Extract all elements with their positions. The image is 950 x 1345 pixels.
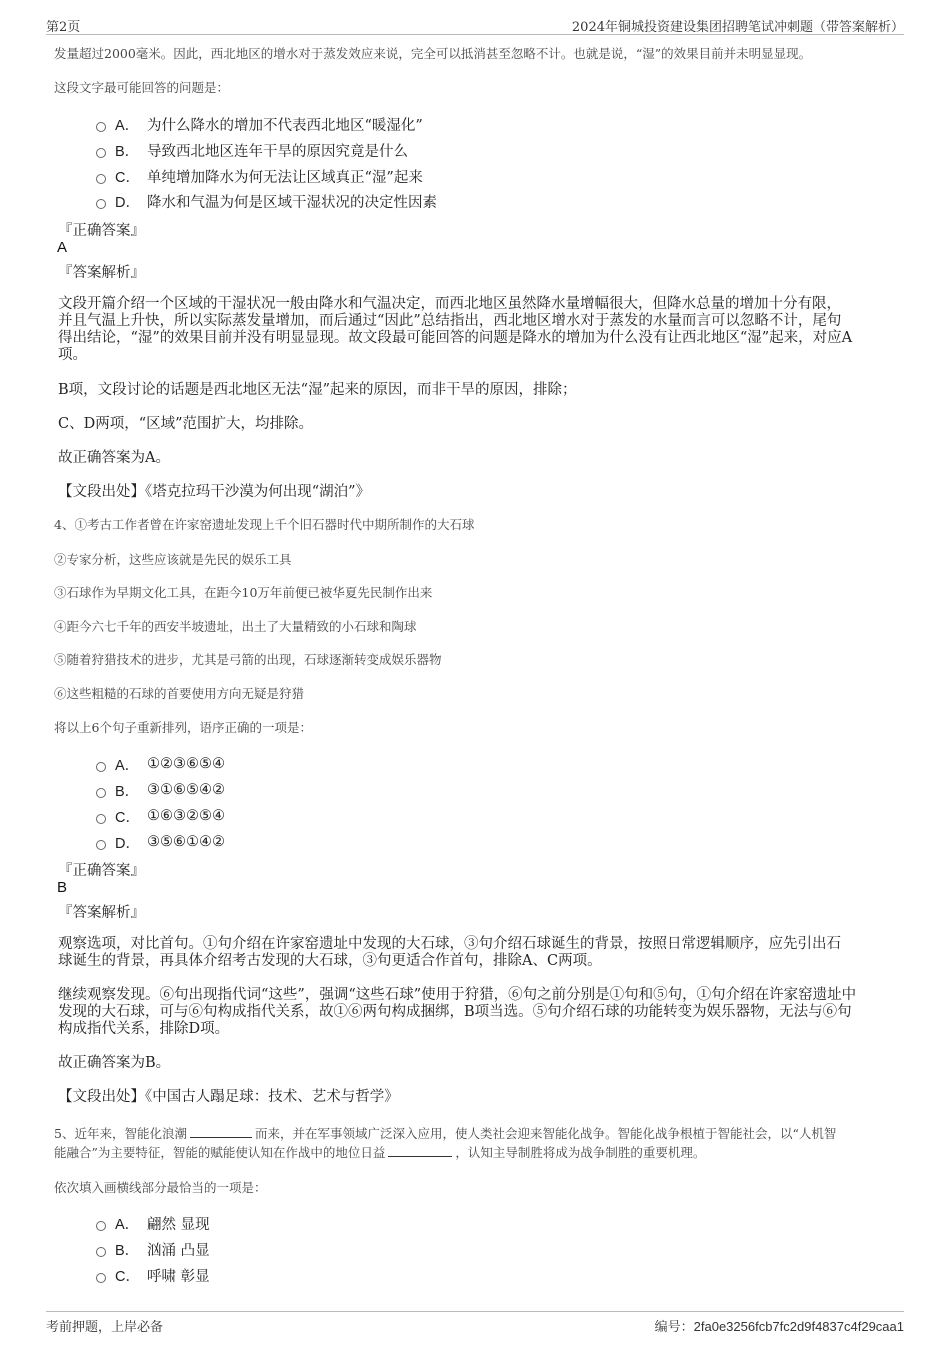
q4-conclusion: 故正确答案为B。: [58, 1055, 171, 1071]
q4-analysis2-line-1: 继续观察发现。⑥句出现指代词“这些”，强调“这些石球”使用于狩猎，⑥句之前分别是①句和⑤句，①句介绍在许家窑遗址中: [58, 987, 857, 1003]
radio-icon[interactable]: [96, 174, 106, 184]
q4-option-a[interactable]: A． ①②③⑥⑤④: [96, 753, 225, 775]
q4-stem: 4、①考古工作者曾在许家窑遗址发现上千个旧石器时代中期所制作的大石球: [54, 517, 475, 532]
q5-option-a[interactable]: A． 翩然 显现: [96, 1212, 210, 1234]
radio-icon[interactable]: [96, 122, 106, 132]
q4-prompt: 将以上6个句子重新排列，语序正确的一项是：: [54, 720, 312, 735]
radio-icon[interactable]: [96, 788, 106, 798]
radio-icon[interactable]: [96, 762, 106, 772]
q3-source: 【文段出处】《塔克拉玛干沙漠为何出现“湖泊”》: [58, 484, 371, 500]
q4-sentence-3: ③石球作为早期文化工具，在距今10万年前便已被华夏先民制作出来: [54, 585, 433, 600]
q3-analysis-line-1: 文段开篇介绍一个区域的干湿状况一般由降水和气温决定，而西北地区虽然降水量增幅很大，但降水总量的增加十分有限，: [58, 296, 841, 312]
q3-answer-label: 『正确答案』: [58, 223, 145, 239]
q4-analysis1-line-2: 球诞生的背景，再具体介绍考古发现的大石球，③句更适合作首句，排除A、C两项。: [58, 953, 602, 969]
q3-conclusion: 故正确答案为A。: [58, 450, 170, 466]
q3-analysis-line-4: 项。: [58, 347, 87, 363]
q4-source: 【文段出处】《中国古人蹋足球：技术、艺术与哲学》: [58, 1089, 399, 1105]
q3-analysis-b: B项，文段讨论的话题是西北地区无法“湿”起来的原因，而非干旱的原因，排除；: [58, 382, 577, 398]
radio-icon[interactable]: [96, 1221, 106, 1231]
q3-prompt: 这段文字最可能回答的问题是：: [54, 80, 230, 95]
q3-analysis-line-3: 得出结论，“湿”的效果目前并没有明显显现。故文段最可能回答的问题是降水的增加为什么没有让西北地区“湿”起来，对应A: [58, 330, 853, 346]
radio-icon[interactable]: [96, 840, 106, 850]
q4-answer: B: [57, 879, 68, 896]
q3-analysis-cd: C、D两项，“区域”范围扩大，均排除。: [58, 416, 314, 432]
q3-option-c[interactable]: C． 单纯增加降水为何无法让区域真正“湿”起来: [96, 165, 423, 187]
radio-icon[interactable]: [96, 1273, 106, 1283]
q4-sentence-4: ④距今六七千年的西安半坡遗址，出土了大量精致的小石球和陶球: [54, 619, 417, 634]
radio-icon[interactable]: [96, 814, 106, 824]
q5-prompt: 依次填入画横线部分最恰当的一项是：: [54, 1180, 267, 1195]
q3-option-a[interactable]: A． 为什么降水的增加不代表西北地区“暖湿化”: [96, 113, 423, 135]
q4-sentence-6: ⑥这些粗糙的石球的首要使用方向无疑是狩猎: [54, 686, 305, 701]
q4-sentence-2: ②专家分析，这些应该就是先民的娱乐工具: [54, 552, 292, 567]
radio-icon[interactable]: [96, 1247, 106, 1257]
q4-analysis2-line-3: 构成指代关系，排除D项。: [58, 1021, 230, 1037]
q5-option-c[interactable]: C． 呼啸 彰显: [96, 1264, 210, 1286]
q5-stem-line-2: 能融合”为主要特征，智能的赋能使认知在作战中的地位日益 ，认知主导制胜将成为战争制胜的重要机理。: [54, 1145, 706, 1160]
q5-option-b[interactable]: B． 汹涌 凸显: [96, 1238, 210, 1260]
footer-slogan: 考前押题，上岸必备: [46, 1320, 164, 1335]
q3-analysis-line-2: 并且气温上升快，所以实际蒸发量增加，而后通过“因此”总结指出，西北地区增水对于蒸发的水量而言可以忽略不计，尾句: [58, 313, 842, 329]
page-footer: [46, 1311, 904, 1336]
q3-option-d[interactable]: D． 降水和气温为何是区域干湿状况的决定性因素: [96, 190, 437, 212]
q4-option-d[interactable]: D． ③⑤⑥①④②: [96, 831, 225, 853]
q4-analysis2-line-2: 发现的大石球，可与⑥句构成指代关系，故①⑥两句构成捆绑，B项当选。⑤句介绍石球的功能转变为娱乐器物，无法与⑥句: [58, 1004, 852, 1020]
q5-stem-line-1: 5、近年来，智能化浪潮 而来，并在军事领域广泛深入应用，使人类社会迎来智能化战争。智能化战争根植于智能社会，以“人机智: [54, 1126, 837, 1141]
q3-stem-tail: 发量超过2000毫米。因此，西北地区的增水对于蒸发效应来说，完全可以抵消甚至忽略不计。也就是说，“湿”的效果目前并未明显显现。: [54, 46, 812, 61]
page-header: [46, 14, 904, 35]
q3-option-b[interactable]: B． 导致西北地区连年干旱的原因究竟是什么: [96, 139, 408, 161]
q4-sentence-5: ⑤随着狩猎技术的进步，尤其是弓箭的出现，石球逐渐转变成娱乐器物: [54, 652, 442, 667]
q3-answer: A: [57, 239, 68, 256]
q4-analysis-label: 『答案解析』: [58, 905, 145, 921]
q4-answer-label: 『正确答案』: [58, 863, 145, 879]
q3-analysis-label: 『答案解析』: [58, 265, 145, 281]
radio-icon[interactable]: [96, 148, 106, 158]
blank-1: [190, 1125, 252, 1138]
q4-analysis1-line-1: 观察选项，对比首句。①句介绍在许家窑遗址中发现的大石球，③句介绍石球诞生的背景，按照日常逻辑顺序，应先引出石: [58, 936, 841, 952]
page-number: 第2页: [46, 20, 81, 35]
radio-icon[interactable]: [96, 199, 106, 209]
document-title: 2024年铜城投资建设集团招聘笔试冲刺题（带答案解析）: [571, 20, 904, 35]
q4-option-c[interactable]: C． ①⑥③②⑤④: [96, 805, 225, 827]
q4-option-b[interactable]: B． ③①⑥⑤④②: [96, 779, 225, 801]
document-id: 编号：2fa0e3256fcb7fc2d9f4837c4f29caa1: [654, 1319, 904, 1334]
blank-2: [388, 1144, 452, 1157]
